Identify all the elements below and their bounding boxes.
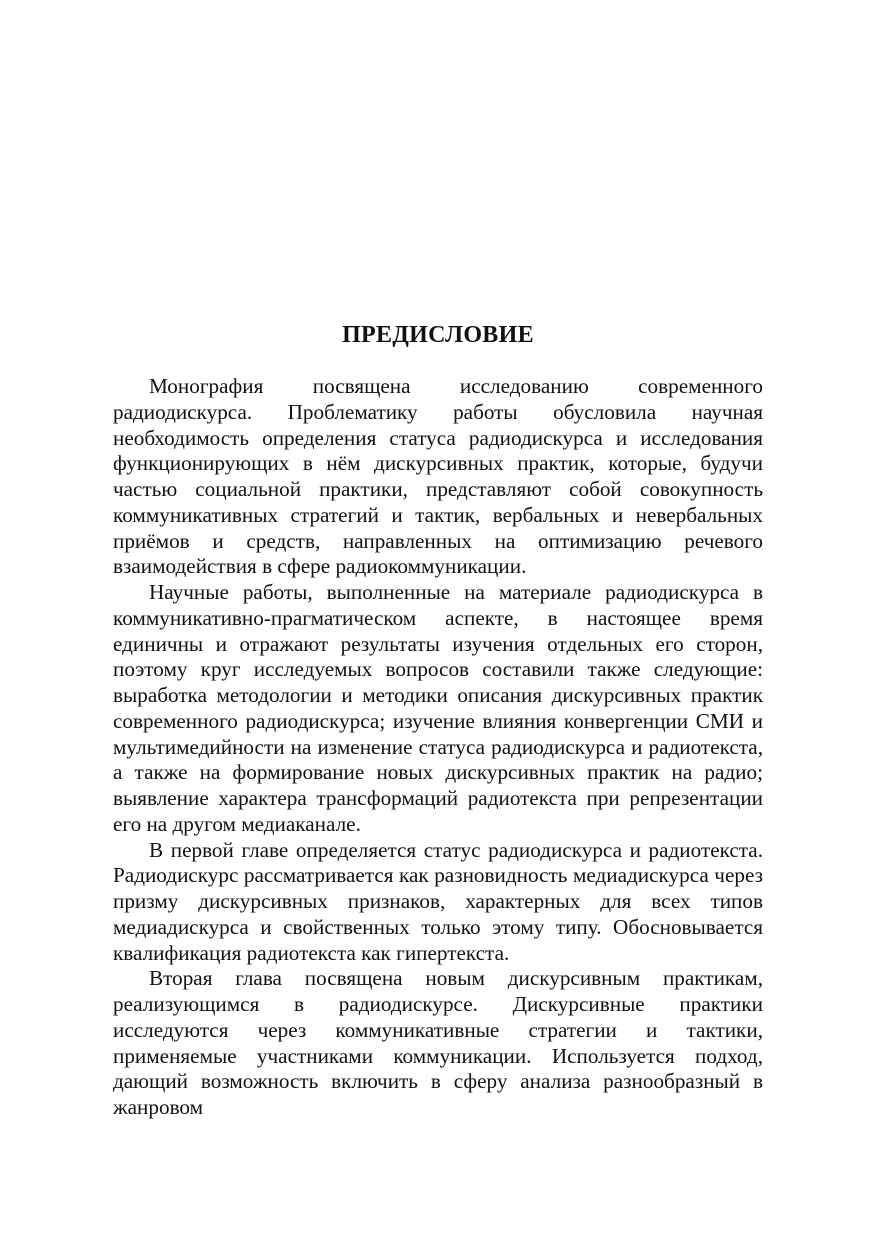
body-text (113, 374, 763, 1121)
paragraph: Научные работы, выполненные на материале радиодискурса в коммуникативно-прагматическом аспекте, в настоящее время единичны и отражают результаты изучения отдельных его сторон, поэтому круг исследуемых вопросов составили также следующие: выработка методологии и методики описания дискурсивных практик современного радиодискурса; изучение влияния конвергенции СМИ и мультимедийности на изменение статуса радиодискурса и радиотекста, а также на формирование новых дискурсивных практик на радио; выявление характера трансформаций радиотекста при репрезентации его на другом медиаканале. (113, 580, 763, 836)
paragraph: Вторая глава посвящена новым дискурсивным практикам, реализующимся в радиодискурсе. Дискурсивные практики исследуются через коммуникативные стратегии и тактики, применяемые участниками коммуникации. Используется подход, дающий возможность включить в сферу анализа разнообразный в жанровом (113, 966, 763, 1119)
page-title: ПРЕДИСЛОВИЕ (342, 322, 534, 348)
paragraph: В первой главе определяется статус радиодискурса и радиотекста. Радиодискурс рассматривается как разновидность медиадискурса через призму дискурсивных признаков, характерных для всех типов медиадискурса и свойственных только этому типу. Обосновывается квалификация радиотекста как гипертекста. (113, 837, 763, 965)
paragraph: Монография посвящена исследованию современного радиодискурса. Проблематику работы обусловила научная необходимость определения статуса радиодискурса и исследования функционирующих в нём дискурсивных практик, которые, будучи частью социальной практики, представляют собой совокупность коммуникативных стратегий и тактик, вербальных и невербальных приёмов и средств, направленных на оптимизацию речевого взаимодействия в сфере радиокоммуникации. (113, 374, 763, 579)
